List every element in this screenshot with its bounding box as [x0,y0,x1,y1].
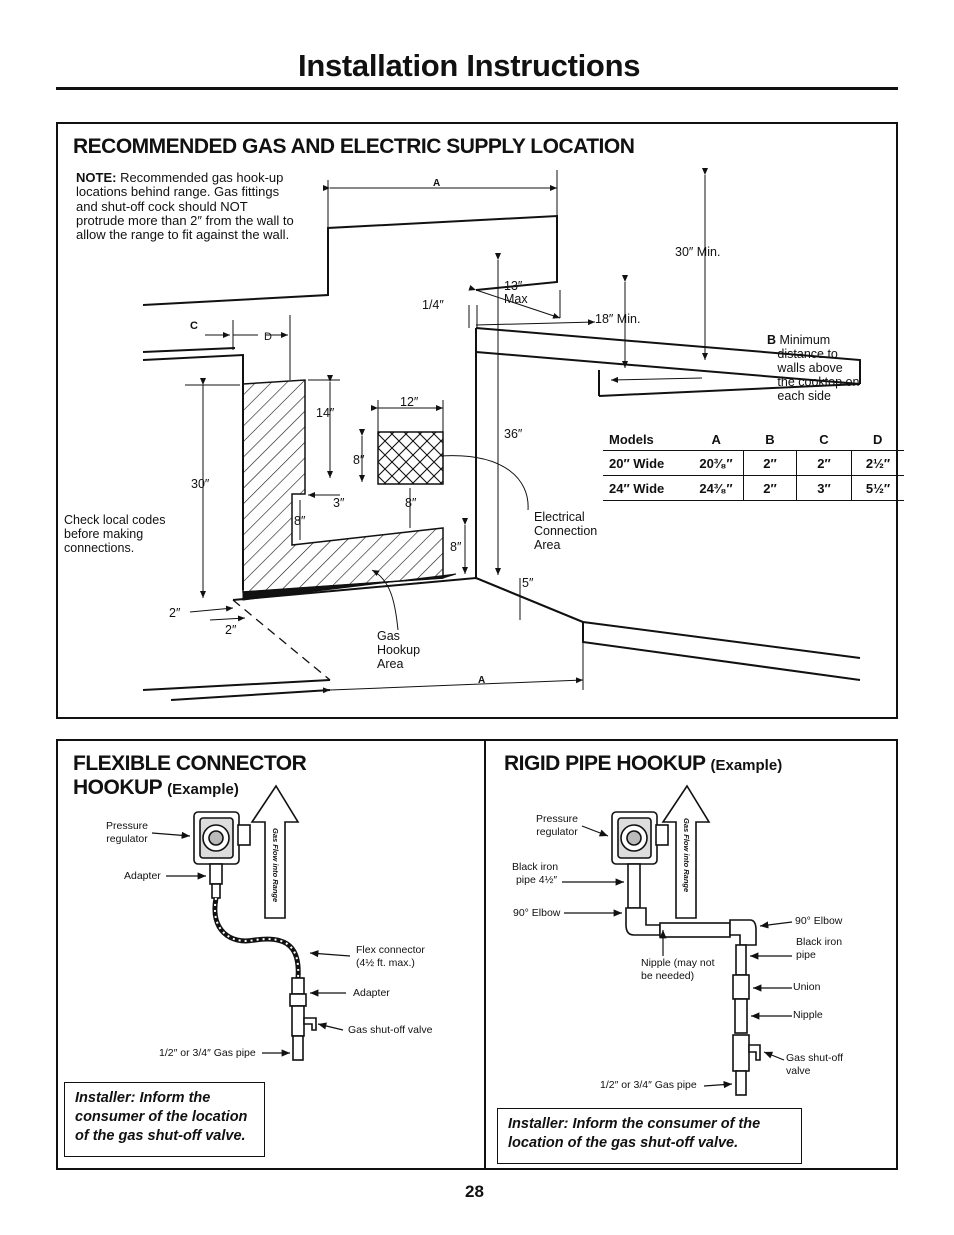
table-cell: 5½″ [852,476,905,501]
dim-30: 30″ [191,477,210,491]
rigid-nipple-label: Nipple [793,1009,823,1021]
rigid-black-iron-r2: pipe [796,949,816,961]
flexible-heading-line2: HOOKUP [73,776,162,799]
flex-gas-pipe-label: 1/2″ or 3/4″ Gas pipe [159,1047,256,1059]
rigid-installer-note: Installer: Inform the consumer of the location of the gas shut-off valve. [497,1108,802,1164]
table-cell: 2½″ [852,451,905,476]
electrical-area-label [534,510,597,552]
dim-2-a: 2″ [169,606,181,620]
dim-13: 13″ [504,279,523,293]
dim-d: D [264,331,272,343]
b-line-4: the cooktop on [777,375,860,389]
table-header: A [689,428,744,451]
dim-b: B [767,333,777,347]
flex-installer-note: Installer: Inform the consumer of the location of the gas shut-off valve. [64,1082,265,1157]
table-cell: 3″ [797,476,852,501]
page-number: 28 [465,1182,484,1201]
dim-8-b: 8″ [405,496,417,510]
rigid-heading [504,752,782,778]
table-cell: 2″ [744,451,797,476]
flex-adapter-bottom: Adapter [353,987,390,999]
dim-5: 5″ [522,576,534,590]
flexible-heading-line1: FLEXIBLE CONNECTOR [73,752,307,775]
elec-line-2: Connection [534,524,598,538]
table-header: C [797,428,852,451]
table-cell: 20³⁄₈″ [689,451,744,476]
rigid-heading-example: (Example) [710,757,783,774]
table-header-row [603,428,904,451]
table-row [603,476,904,501]
flex-pressure-2: regulator [106,833,148,845]
b-line-3: walls above [777,361,843,375]
dim-8-d: 8″ [450,540,462,554]
rigid-pressure-2: regulator [536,826,578,838]
dim-b-note [767,333,859,403]
note-text: Recommended gas hook-up locations behind range. Gas fittings and shut-off cock should NOT protrude more than 2″ from the wall to allow the range to fit against the wall. [76,170,294,243]
flex-flow-label: Gas Flow into Range [271,828,280,903]
rigid-black-iron-r1: Black iron [796,936,843,948]
dim-36: 36″ [504,427,523,441]
rigid-shutoff-2: valve [786,1065,811,1077]
supply-section-heading: RECOMMENDED GAS AND ELECTRIC SUPPLY LOCATION [73,135,635,158]
dim-30-min: 30″ Min. [675,245,721,259]
elec-line-1: Electrical [534,510,585,524]
rigid-elbow-left: 90° Elbow [513,907,561,919]
elec-line-3: Area [534,538,561,552]
flex-pressure-label [106,820,148,846]
table-header: D [852,428,905,451]
dim-quarter: 1/4″ [422,298,444,312]
b-line-1: Minimum [779,333,831,347]
table-cell: 20″ Wide [603,451,689,476]
table-cell: 24″ Wide [603,476,689,501]
table-header: B [744,428,797,451]
rigid-black-iron-2: pipe 4½″ [515,874,558,886]
table-header: Models [603,428,689,451]
rigid-black-iron-label [512,861,558,887]
dim-3: 3″ [333,496,345,510]
flex-connector-1: Flex connector [356,944,425,956]
rigid-gas-pipe-label: 1/2″ or 3/4″ Gas pipe [600,1079,697,1091]
dim-14: 14″ [316,406,335,420]
flex-connector-2: (4½ ft. max.) [356,957,415,969]
table-row [603,451,904,476]
dim-c: C [190,320,198,332]
rigid-shutoff-label [786,1052,843,1078]
dim-8-a: 8″ [353,453,365,467]
dim-18-min: 18″ Min. [595,312,641,326]
rigid-shutoff-1: Gas shut-off [786,1052,844,1064]
gas-line-3: Area [377,657,404,671]
models-table [603,428,904,501]
flexible-heading-example: (Example) [167,781,239,798]
rigid-nipple-2: be needed) [641,970,695,982]
rigid-union-label: Union [793,981,821,993]
dim-13-max [504,280,528,306]
rigid-heading-text: RIGID PIPE HOOKUP [504,752,706,775]
table-cell: 2″ [797,451,852,476]
flex-adapter-top: Adapter [124,870,161,882]
check-codes: Check local codes before making connections. [64,513,166,555]
dim-2-b: 2″ [225,623,237,637]
rigid-black-iron-right [796,936,842,962]
page-title: Installation Instructions [298,48,641,83]
b-line-5: each side [777,389,831,403]
rigid-flow-label: Gas Flow into Range [682,818,691,893]
gas-line-2: Hookup [377,643,421,657]
rigid-elbow-right: 90° Elbow [795,915,843,927]
gas-area-label [377,629,420,671]
dim-a-bottom: A [478,675,486,686]
b-line-2: distance to [777,347,838,361]
dim-12: 12″ [400,395,419,409]
dim-8-c: 8″ [294,514,306,528]
rigid-nipple-1: Nipple (may not [641,957,715,969]
rigid-black-iron-1: Black iron [512,861,559,873]
flex-pressure-1: Pressure [106,820,149,832]
rigid-pressure-1: Pressure [536,813,579,825]
dim-max: Max [504,292,528,306]
panel-divider [484,741,486,1168]
table-cell: 24³⁄₈″ [689,476,744,501]
flex-connector-label [356,944,425,970]
dim-a-top: A [433,178,441,189]
rigid-nipple-note [641,957,715,983]
gas-line-1: Gas [377,629,400,643]
rigid-pressure-label [536,813,578,839]
note-label: NOTE: [76,170,117,185]
flexible-heading [73,752,306,802]
table-cell: 2″ [744,476,797,501]
flex-shutoff-label: Gas shut-off valve [348,1024,433,1036]
